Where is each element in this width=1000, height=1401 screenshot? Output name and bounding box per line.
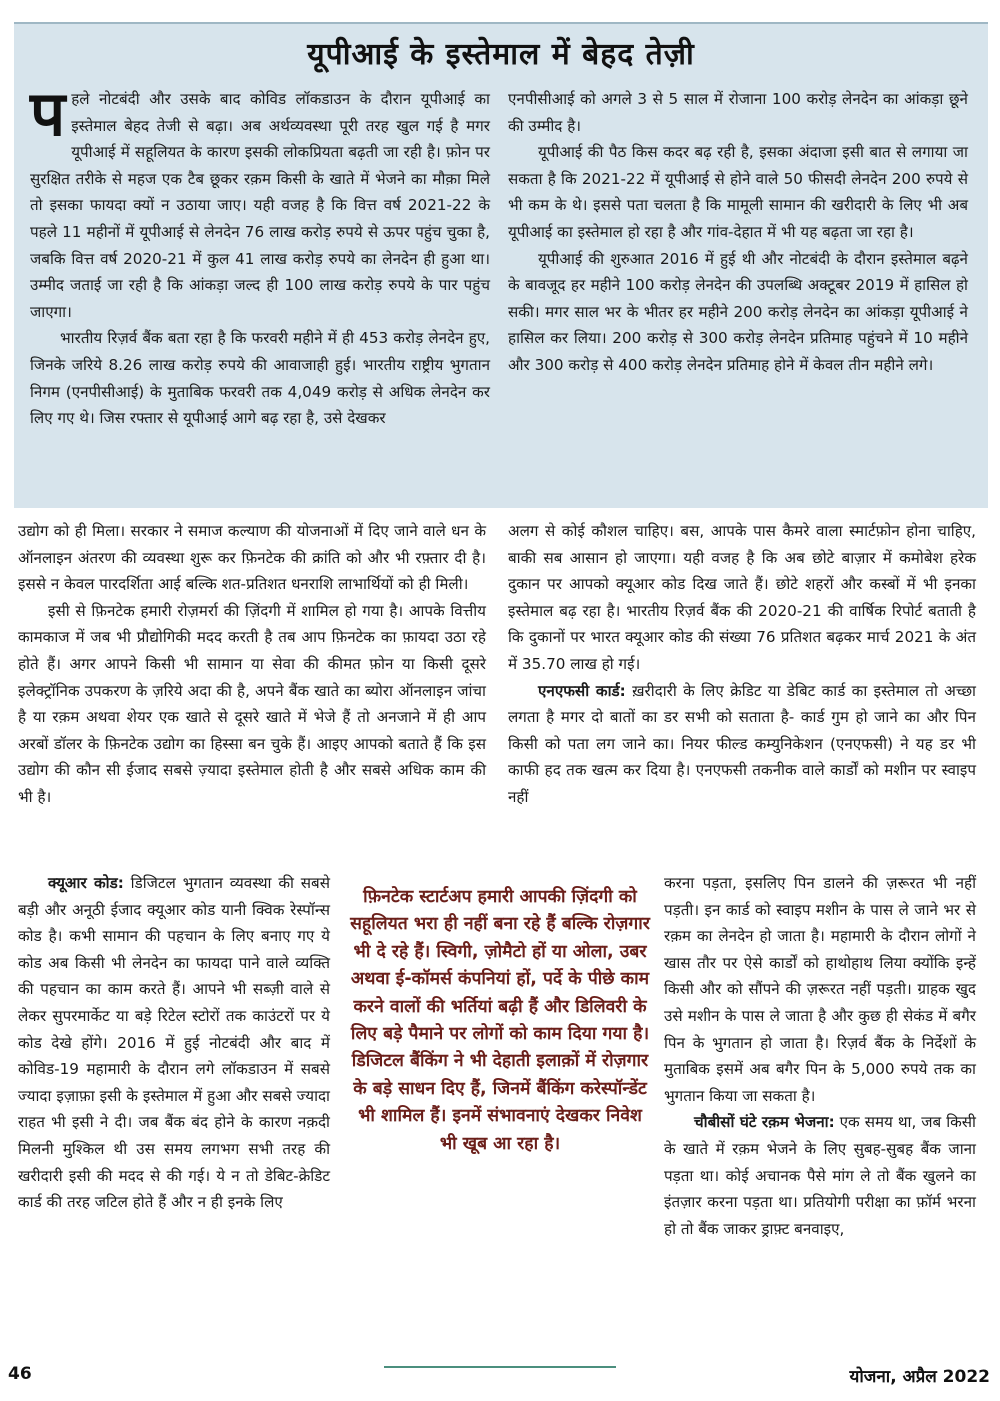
quote-divider — [384, 1366, 616, 1368]
body-paragraph: करना पड़ता, इसलिए पिन डालने की ज़रूरत भी नहीं पड़ती। इन कार्ड को स्वाइप मशीन के पास ले जाने भर से रक़म का लेनदेन हो जाता है। महामारी के दौरान लोगों ने खास तौर पर ऐसे कार्डों को हाथोहाथ लिया क्योंकि इन्हें किसी और को सौंपने की ज़रूरत नहीं पड़ती। ग्राहक खुद उसे मशीन के पास ले जाता है और कुछ ही सेकंड में बगैर पिन के भुगतान हो जाता है। रिज़र्व बैंक के निर्देशों के मुताबिक इसमें अब बगैर पिन के 5,000 रुपये तक का भुगतान किया जा सकता है। — [664, 874, 976, 1105]
box-column-left — [30, 77, 490, 432]
nfc-paragraph: एनएफसी कार्ड: ख़रीदारी के लिए क्रेडिट या डेबिट कार्ड का इस्तेमाल तो अच्छा लगता है मगर दो बातों का डर सभी को सताता है- कार्ड गुम हो जाने का और पिन किसी को पता लग जाने का। नियर फील्ड कम्युनिकेशन (एनएफसी) ने यह डर भी काफी हद तक खत्म कर दिया है। एनएफसी तकनीक वाले कार्डों को मशीन पर स्वाइप नहीं — [508, 681, 976, 806]
qr-column — [18, 870, 330, 1216]
box-title: यूपीआई के इस्तेमाल में बेहद तेज़ी — [307, 37, 695, 72]
box-paragraph: पहले नोटबंदी और उसके बाद कोविड लॉकडाउन के दौरान यूपीआई का इस्तेमाल बेहद तेजी से बढ़ा। अब अर्थव्यवस्था पूरी तरह खुल गई है मगर यूपीआई में सहूलियत के कारण इसकी लोकप्रियता बढ़ती जा रही है। फ़ोन पर सुरक्षित तरीके से महज एक टैब छूकर रक़म किसी के खाते में भेजने का मौक़ा मिले तो इसका फायदा क्यों न उठाया जाए। यही वजह है कि वित्त वर्ष 2021-22 के पहले 11 महीनों में यूपीआई से लेनदेन 76 लाख करोड़ रुपये से ऊपर पहुंच चुका है, जबकि वित्त वर्ष 2020-21 में कुल 41 लाख करोड़ रुपये का लेनदेन ही हुआ था। उम्मीद जताई जा रही है कि आंकड़ा जल्द ही 100 लाख करोड़ रुपये के पार पहुंच जाएगा। — [30, 77, 490, 321]
box-column-right — [508, 86, 968, 379]
box-paragraph: यूपीआई की शुरुआत 2016 में हुई थी और नोटबंदी के दौरान इस्तेमाल बढ़ने के बावजूद हर महीने 100 करोड़ लेनदेन की उपलब्धि अक्टूबर 2019 में हासिल हो सकी। मगर साल भर के भीतर हर महीने 200 करोड़ लेनदेन का आंकड़ा यूपीआई ने हासिल कर लिया। 200 करोड़ से 300 करोड़ लेनदेन प्रतिमाह पहुंचने में 10 महीने और 300 करोड़ से 400 करोड़ लेनदेन प्रतिमाह होने में केवल तीन महीने लगे। — [508, 249, 968, 374]
body-column-right — [508, 518, 976, 811]
right-narrow-column — [664, 870, 976, 1242]
magazine-footer: योजना, अप्रैल 2022 — [849, 1367, 990, 1387]
body-paragraph: इसी से फ़िनटेक हमारी रोज़मर्रा की ज़िंदगी में शामिल हो गया है। आपके वित्तीय कामकाज में जब भी प्रौद्योगिकी मदद करती है तब आप फ़िनटेक का फ़ायदा उठा रहे होते हैं। अगर आपने किसी भी सामान या सेवा की कीमत फ़ोन या किसी दूसरे इलेक्ट्रॉनिक उपकरण के ज़रिये अदा की है, अपने बैंक खाते का ब्योरा ऑनलाइन जांचा है या रक़म अथवा शेयर एक खाते से दूसरे खाते में भेजे हैं तो अनजाने में ही आप अरबों डॉलर के फ़िनटेक उद्योग का हिस्सा बन चुके हैं। आइए आपको बताते हैं कि इस उद्योग की कौन सी ईजाद सबसे ज़्यादा इस्तेमाल होती है और सबसे अधिक काम की भी है। — [18, 601, 486, 806]
page-number: 46 — [8, 1364, 32, 1384]
pull-quote: फ़िनटेक स्टार्टअप हमारी आपकी ज़िंदगी को सहूलियत भरा ही नहीं बना रहे हैं बल्कि रोज़गार भी दे रहे हैं। स्विगी, ज़ोमैटो हों या ओला, उबर अथवा ई-कॉमर्स कंपनियां हों, पर्दे के पीछे काम करने वालों की भर्तियां बढ़ी हैं और डिलिवरी के लिए बड़े पैमाने पर लोगों को काम दिया गया है। डिजिटल बैंकिंग ने भी देहाती इलाक़ों में रोज़गार के बड़े साधन दिए हैं, जिनमें बैंकिंग करेस्पॉन्डेंट भी शामिल हैं। इनमें संभावनाएं देखकर निवेश भी खूब आ रहा है। — [350, 887, 650, 1154]
qr-paragraph: क्यूआर कोड: डिजिटल भुगतान व्यवस्था की सबसे बड़ी और अनूठी ईजाद क्यूआर कोड यानी क्विक रेस्पॉन्स कोड है। कभी सामान की पहचान के लिए बनाए गए ये कोड अब किसी भी लेनदेन का फायदा पाने वाले व्यक्ति की पहचान का काम करते हैं। आपने भी सब्ज़ी वाले से लेकर सुपरमार्केट या बड़े रिटेल स्टोरों तक काउंटरों पर ये कोड देखे होंगे। 2016 में हुई नोटबंदी और बाद में कोविड-19 महामारी के दौरान लगे लॉकडाउन में सबसे ज्यादा इज़ाफ़ा इसी के इस्तेमाल में हुआ और सबसे ज्यादा राहत भी इसी ने दी। जब बैंक बंद होने के कारण नक़दी मिलनी मुश्किल थी उस समय लगभग सभी तरह की खरीदारी इसी की मदद से की गई। ये न तो डेबिट-क्रेडिट कार्ड की तरह जटिल होते हैं और न ही इनके लिए — [18, 874, 330, 1212]
body-paragraph: उद्योग को ही मिला। सरकार ने समाज कल्याण की योजनाओं में दिए जाने वाले धन के ऑनलाइन अंतरण की व्यवस्था शुरू कर फ़िनटेक की क्रांति को और भी रफ़्तार दी है। इससे न केवल पारदर्शिता आई बल्कि शत-प्रतिशत धनराशि लाभार्थियों को ही मिली। — [18, 522, 486, 594]
nfc-lead: एनएफसी कार्ड: — [538, 681, 626, 700]
body-paragraph: अलग से कोई कौशल चाहिए। बस, आपके पास कैमरे वाला स्मार्टफ़ोन होना चाहिए, बाकी सब आसान हो जाएगा। यही वजह है कि अब छोटे बाज़ार में कमोबेश हरेक दुकान पर आपको क्यूआर कोड दिख जाते हैं। छोटे शहरों और कस्बों में भी इनका इस्तेमाल बढ़ रहा है। भारतीय रिज़र्व बैंक की 2020-21 की वार्षिक रिपोर्ट बताती है कि दुकानों पर भारत क्यूआर कोड की संख्या 76 प्रतिशत बढ़कर मार्च 2021 के अंत में 35.70 लाख हो गई। — [508, 522, 976, 673]
box-paragraph: भारतीय रिज़र्व बैंक बता रहा है कि फरवरी महीने में ही 453 करोड़ लेनदेन हुए, जिनके जरिये 8.26 लाख करोड़ रुपये की आवाजाही हुई। भारतीय राष्ट्रीय भुगतान निगम (एनपीसीआई) के मुताबिक फरवरी तक 4,049 करोड़ से अधिक लेनदेन कर लिए गए थे। जिस रफ्तार से यूपीआई आगे बढ़ रहा है, उसे देखकर — [30, 329, 490, 428]
box-paragraph: एनपीसीआई को अगले 3 से 5 साल में रोजाना 100 करोड़ लेनदेन का आंकड़ा छूने की उम्मीद है। — [508, 90, 968, 135]
upi-sidebar-box — [14, 22, 988, 508]
drop-cap: प — [30, 77, 66, 150]
transfer-lead: चौबीसों घंटे रक़म भेजना: — [694, 1113, 835, 1132]
qr-lead: क्यूआर कोड: — [48, 874, 124, 892]
box-paragraph: यूपीआई की पैठ किस कदर बढ़ रही है, इसका अंदाजा इसी बात से लगाया जा सकता है कि 2021-22 में यूपीआई से होने वाले 50 फीसदी लेनदेन 200 रुपये से भी कम के थे। इससे पता चलता है कि मामूली सामान की खरीदारी के लिए भी अब यूपीआई का इस्तेमाल हो रहा है और गांव-देहात में भी यह बढ़ता जा रहा है। — [508, 143, 968, 241]
body-column-left — [18, 518, 486, 811]
transfer-paragraph: चौबीसों घंटे रक़म भेजना: एक समय था, जब किसी के खाते में रक़म भेजने के लिए सुबह-सुबह बैंक जाना पड़ता था। कोई अचानक पैसे मांग ले तो बैंक खुलने का इंतज़ार करना पड़ता था। प्रतियोगी परीक्षा का फ़ॉर्म भरना हो तो बैंक जाकर ड्राफ़्ट बनवाइए, — [664, 1113, 976, 1238]
